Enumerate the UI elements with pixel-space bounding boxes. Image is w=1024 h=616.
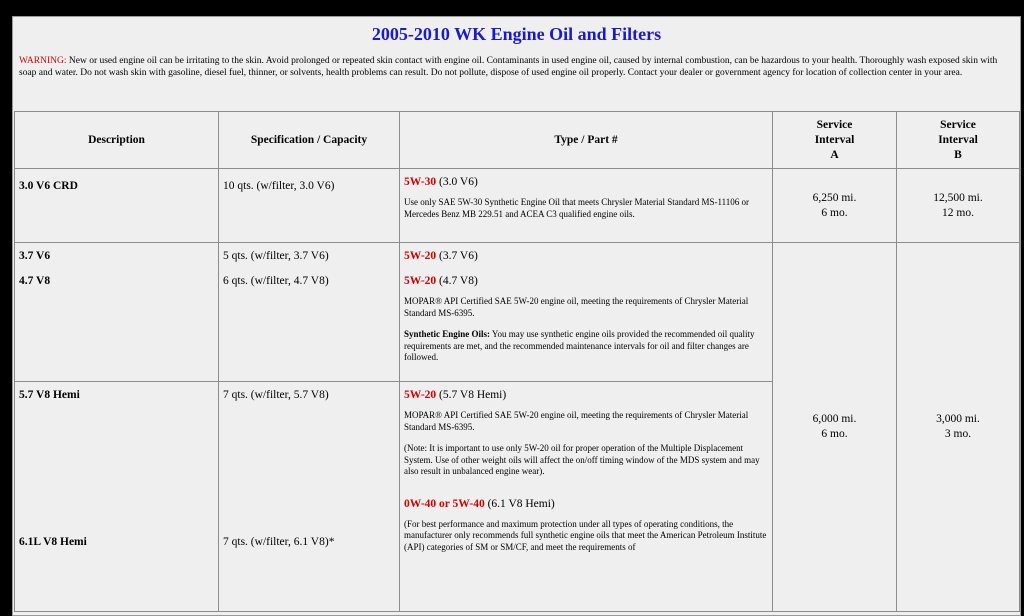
- row-crd-interval-b: 12,500 mi. 12 mo.: [897, 169, 1020, 243]
- row-hemi-type: 5W-20 (5.7 V8 Hemi) MOPAR® API Certified SAE 5W-20 engine oil, meeting the requirements of Chrysler Material Standard MS-6395. (Note: It is important to use only 5W-20 oil for proper operation of the Multiple Displacement System. Use of other weight oils will affect the on/off timing window of the MDS system and may also result in unbalanced engine wear). 0W-40 or 5W-40 (6.1 V8 Hemi) (For best performance and maximum protection under all types of operating conditions, the manufacturer only recommends full synthetic engine oils that meet the American Petroleum Institute (API) categories of SM or SM/CF, and meet the requirements of: [400, 382, 773, 612]
- warning-label: WARNING:: [19, 56, 67, 66]
- header-spec: Specification / Capacity: [219, 112, 400, 169]
- row-v6v8-spec: 5 qts. (w/filter, 3.7 V6) 6 qts. (w/filter, 4.7 V8): [219, 243, 400, 382]
- oil-code: 5W-30: [404, 176, 437, 188]
- shared-interval-a: 6,000 mi. 6 mo.: [773, 243, 897, 612]
- table-header-row: [15, 112, 1020, 169]
- row-crd-spec: 10 qts. (w/filter, 3.0 V6): [219, 169, 400, 243]
- row-hemi-spec: 7 qts. (w/filter, 5.7 V8) 7 qts. (w/filter, 6.1 V8)*: [219, 382, 400, 612]
- row-v6v8-description: 3.7 V6 4.7 V8: [15, 243, 219, 382]
- row-crd-type: 5W-30 (3.0 V6) Use only SAE 5W-30 Synthetic Engine Oil that meets Chrysler Material Standard MS-11106 or Mercedes Benz MB 229.51 and ACEA C3 qualified engine oils.: [400, 169, 773, 243]
- table-row: [15, 169, 1020, 243]
- oil-filter-table: [14, 111, 1020, 612]
- row-crd-description: 3.0 V6 CRD: [15, 169, 219, 243]
- warning-text: [13, 49, 1020, 97]
- oil-code: 0W-40 or 5W-40: [404, 497, 485, 510]
- header-interval-b: Service Interval B: [897, 112, 1020, 169]
- table-row: [15, 243, 1020, 382]
- row-v6v8-type: 5W-20 (3.7 V6) 5W-20 (4.7 V8) MOPAR® API Certified SAE 5W-20 engine oil, meeting the requirements of Chrysler Material Standard MS-6395. Synthetic Engine Oils: You may use synthetic engine oils provided the recommended oil quality requirements are met, and the recommended maintenance intervals for oil and filter changes are followed.: [400, 243, 773, 382]
- warning-body: New or used engine oil can be irritating to the skin. Avoid prolonged or repeated skin contact with engine oil. Contaminants in used engine oil, caused by internal combustion, can be hazardous to your health. Thoroughly wash exposed skin with soap and water. Do not wash skin with gasoline, diesel fuel, thinner, or solvents, health problems can result. Do not pollute, dispose of used engine oil properly. Contact your dealer or government agency for location of collection center in your area.: [19, 56, 998, 78]
- shared-interval-b: 3,000 mi. 3 mo.: [897, 243, 1020, 612]
- oil-code: 5W-20: [404, 389, 437, 401]
- oil-code: 5W-20: [404, 250, 437, 262]
- header-description: Description: [15, 112, 219, 169]
- document-page: [12, 16, 1021, 616]
- row-hemi-description: 5.7 V8 Hemi 6.1L V8 Hemi: [15, 382, 219, 612]
- row-crd-interval-a: 6,250 mi. 6 mo.: [773, 169, 897, 243]
- header-interval-a: Service Interval A: [773, 112, 897, 169]
- oil-code: 5W-20: [404, 275, 437, 287]
- page-title: 2005-2010 WK Engine Oil and Filters: [371, 24, 662, 44]
- header-type: Type / Part #: [400, 112, 773, 169]
